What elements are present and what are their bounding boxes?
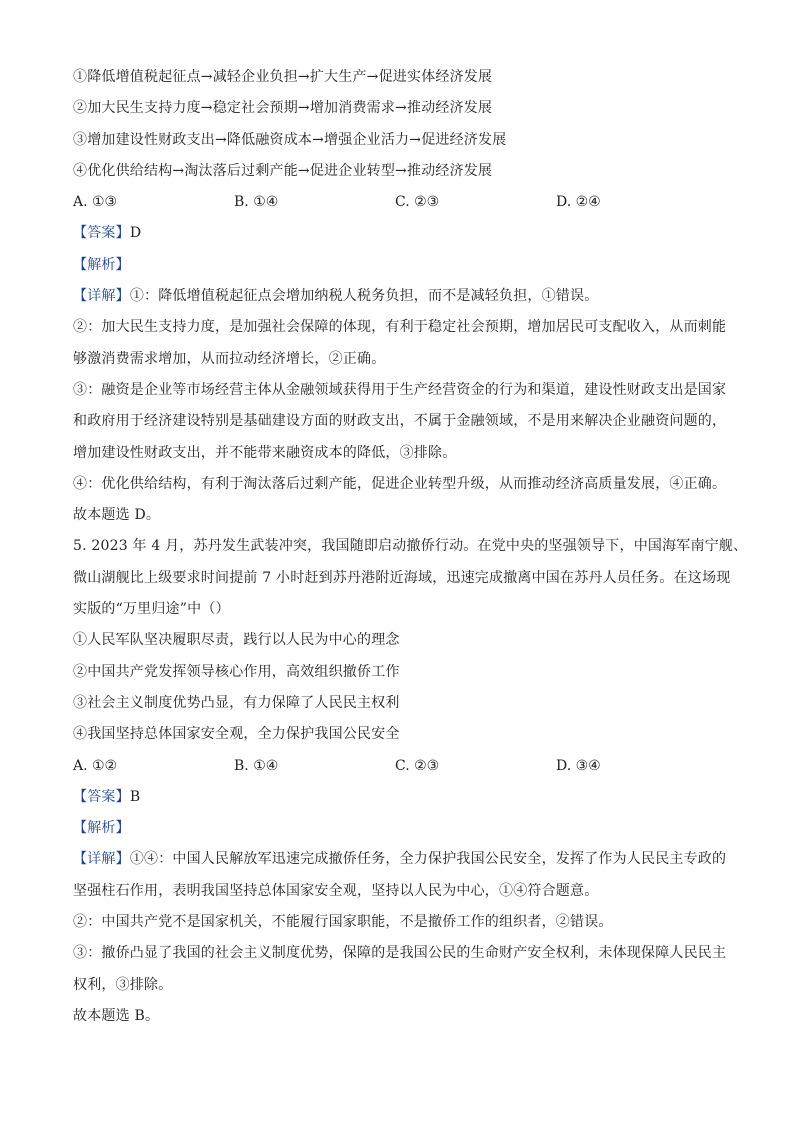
option-a: A. ①② — [73, 757, 118, 774]
detail-line: 坚强柱石作用，表明我国坚持总体国家安全观，坚持以人民为中心，①④符合题意。 — [73, 882, 599, 899]
answer-value: B — [129, 788, 141, 805]
detail-line: ③：融资是企业等市场经营主体从金融领域获得用于生产经营资金的行为和渠道，建设性财政支出是国家 — [73, 381, 727, 398]
question-4 — [73, 62, 733, 531]
option-b: B. ①④ — [234, 194, 279, 211]
detail-line: ②：中国共产党不是国家机关，不能履行国家职能，不是撤侨工作的组织者，②错误。 — [73, 914, 613, 931]
statement-2: ②中国共产党发挥领导核心作用，高效组织撤侨工作 — [73, 663, 400, 680]
statement-4: ④优化供给结构→淘汰落后过剩产能→促进企业转型→推动经济发展 — [73, 162, 493, 179]
detail-line — [73, 281, 733, 312]
options-row — [73, 751, 733, 782]
detail-tag: 【详解】 — [73, 851, 130, 868]
analysis-line — [73, 250, 733, 281]
detail-line: ③：撤侨凸显了我国的社会主义制度优势，保障的是我国公民的生命财产安全权利，未体现保障人民民主 — [73, 945, 727, 962]
question-stem: 微山湖舰比上级要求时间提前 7 小时赶到苏丹港附近海域，迅速完成撤离中国在苏丹人员任务。在这场现 — [73, 569, 731, 586]
detail-line: 增加建设性财政支出，并不能带来融资成本的降低，③排除。 — [73, 444, 457, 461]
option-b: B. ①④ — [234, 757, 279, 774]
detail-line: ④：优化供给结构，有利于淘汰落后过剩产能，促进企业转型升级，从而推动经济高质量发展，④正确。 — [73, 475, 727, 492]
detail-text: ①④：中国人民解放军迅速完成撤侨任务，全力保护我国公民安全，发挥了作为人民民主专政的 — [129, 851, 727, 868]
detail-line: 和政府用于经济建设特别是基础建设方面的财政支出，不属于金融领域，不是用来解决企业融资问题的， — [73, 413, 727, 430]
question-5 — [73, 531, 748, 1032]
options-row — [73, 187, 733, 218]
analysis-line — [73, 813, 733, 844]
detail-line — [73, 844, 733, 875]
statement-1: ①降低增值税起征点→减轻企业负担→扩大生产→促进实体经济发展 — [73, 69, 493, 85]
option-d: D. ②④ — [556, 194, 601, 211]
question-stem: 5. 2023 年 4 月，苏丹发生武装冲突，我国随即启动撤侨行动。在党中央的坚强领导下，中国海军南宁舰、 — [73, 538, 748, 555]
statement-3: ③社会主义制度优势凸显，有力保障了人民民主权利 — [73, 694, 400, 711]
option-c: C. ②③ — [395, 757, 440, 774]
document-page — [73, 62, 748, 1032]
question-stem: 实版的“万里归途”中（） — [73, 601, 230, 618]
statement-3: ③增加建设性财政支出→降低融资成本→增强企业活力→促进经济发展 — [73, 131, 507, 148]
answer-line — [73, 218, 733, 249]
answer-value: D — [129, 225, 142, 242]
conclusion-line: 故本题选 D。 — [73, 507, 161, 524]
detail-line: 权利，③排除。 — [73, 976, 173, 993]
detail-line: ②：加大民生支持力度，是加强社会保障的体现，有利于稳定社会预期，增加居民可支配收入，从而刺能 — [73, 319, 727, 336]
analysis-tag: 【解析】 — [73, 820, 130, 837]
statement-1: ①人民军队坚决履职尽责，践行以人民为中心的理念 — [73, 632, 400, 649]
detail-tag: 【详解】 — [73, 288, 130, 305]
answer-tag: 【答案】 — [73, 788, 130, 805]
statement-4: ④我国坚持总体国家安全观，全力保护我国公民安全 — [73, 726, 400, 743]
option-d: D. ③④ — [556, 757, 601, 774]
option-a: A. ①③ — [73, 194, 118, 211]
detail-text: ①：降低增值税起征点会增加纳税人税务负担，而不是减轻负担，①错误。 — [129, 288, 599, 305]
answer-tag: 【答案】 — [73, 225, 130, 242]
answer-line — [73, 782, 733, 813]
option-c: C. ②③ — [395, 194, 440, 211]
detail-line: 够激消费需求增加，从而拉动经济增长，②正确。 — [73, 350, 386, 367]
statement-2: ②加大民生支持力度→稳定社会预期→增加消费需求→推动经济发展 — [73, 100, 493, 117]
conclusion-line: 故本题选 B。 — [73, 1007, 160, 1024]
analysis-tag: 【解析】 — [73, 256, 130, 273]
